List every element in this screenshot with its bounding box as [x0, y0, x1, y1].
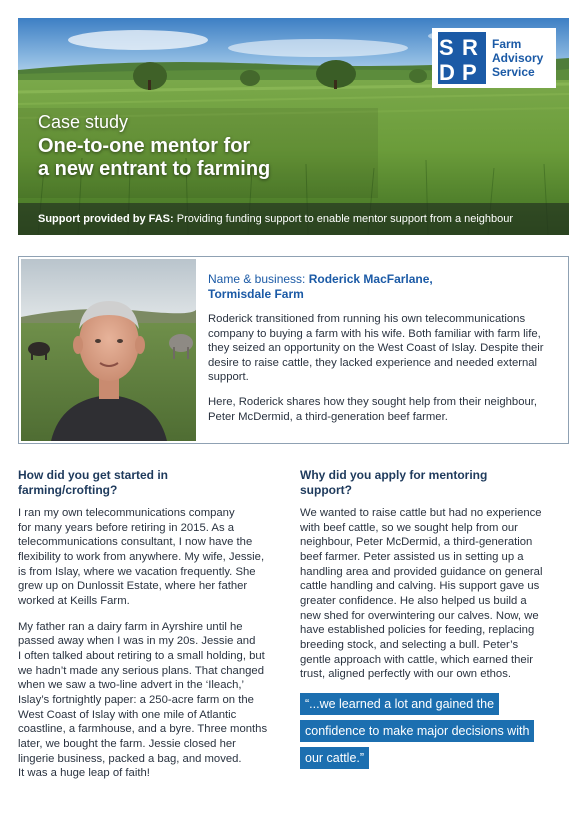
- page-title-line-1: One-to-one mentor for: [38, 135, 251, 157]
- text-line: we hadn’t made any serious plans. That changed: [18, 664, 264, 677]
- text-line: My father ran a dairy farm in Ayrshire until he: [18, 620, 243, 633]
- text-line: for many years before retiring in 2015. As a: [18, 521, 235, 534]
- text-line: It was a huge leap of faith!: [18, 767, 150, 780]
- text-line: telecommunications consultant, I now have the: [18, 536, 253, 549]
- text-line: West Coast of Islay with one mile of Atlantic: [18, 708, 237, 721]
- logo-letter-p: P: [462, 60, 477, 84]
- page-title-line-2: a new entrant to farming: [38, 158, 271, 180]
- text-line: is from Islay, where we vacation frequently. She: [18, 565, 256, 578]
- pull-quote: [300, 693, 566, 774]
- right-column: [300, 468, 566, 774]
- text-line: trust, aligned perfectly with our own ethos.: [300, 668, 511, 681]
- text-line: lingerie business, packed a bag, and moved.: [18, 752, 242, 765]
- text-line: neighbour, Peter McDermid, a third-generation: [300, 536, 533, 549]
- text-line: Islay’s fortnightly paper: a 250-acre farm on the: [18, 693, 254, 706]
- pull-quote-line-2: confidence to make major decisions with: [300, 720, 534, 742]
- logo-letter-s: S: [439, 35, 454, 60]
- name-line-1: [208, 272, 558, 287]
- right-heading-line-2: support?: [300, 483, 352, 497]
- left-paragraph-1: [18, 506, 284, 609]
- right-paragraph: [300, 506, 566, 682]
- logo-word-advisory: Advisory: [492, 51, 544, 65]
- text-line: cattle handling and calving. His support gave us: [300, 580, 540, 593]
- logo-word-service: Service: [492, 65, 535, 79]
- profile-intro: Roderick transitioned from running his own telecommunications company to buying a farm with his wife. Both familiar with farm life, they seized an opportunity on the West Coast of Islay. Despite their desire to raise cattle, they lacked experience and needed external support.: [208, 313, 544, 384]
- case-study-label: Case study: [38, 112, 129, 132]
- text-line: handling area and provided guidance on general: [300, 565, 543, 578]
- farmer-portrait-photo: [21, 259, 196, 441]
- logo-letter-d: D: [439, 60, 455, 84]
- support-banner: [18, 203, 569, 235]
- srdp-fas-logo: [432, 28, 556, 88]
- pull-quote-line-3: our cattle.”: [300, 747, 369, 769]
- profile-card: [18, 256, 569, 444]
- text-line: We wanted to raise cattle but had no experience: [300, 507, 542, 519]
- text-line: breeding stock, and selecting a bull. Peter’s: [300, 638, 519, 651]
- right-heading-line-1: Why did you apply for mentoring: [300, 468, 488, 482]
- pull-quote-line-1: “...we learned a lot and gained the: [300, 693, 499, 715]
- right-heading: [300, 468, 566, 498]
- srdp-logo-mark: [438, 32, 486, 84]
- hero-banner: [18, 18, 569, 235]
- text-line: greater confidence. He also helped us build a: [300, 594, 527, 607]
- left-column: [18, 468, 284, 792]
- text-line: passed away when I was in my 20s. Jessie and: [18, 635, 256, 648]
- text-line: gentle approach with cattle, which earned their: [300, 653, 533, 666]
- left-heading-line-1: How did you get started in: [18, 468, 169, 482]
- support-label: Support provided by FAS:: [38, 213, 174, 225]
- text-line: with beef cattle, so we sought help from our: [300, 521, 518, 534]
- business-name: Tormisdale Farm: [208, 287, 304, 301]
- left-heading-line-2: farming/crofting?: [18, 483, 118, 497]
- person-name: Roderick MacFarlane,: [308, 272, 433, 286]
- logo-letter-r: R: [462, 35, 478, 60]
- support-text: Providing funding support to enable mentor support from a neighbour: [173, 213, 514, 225]
- text-line: worked at Keills Farm.: [18, 594, 130, 607]
- page-title: [38, 135, 368, 181]
- logo-word-farm: Farm: [492, 37, 522, 51]
- text-line: when we saw a two-line advert in the ‘Ileach,’: [18, 679, 245, 692]
- text-line: I ran my own telecommunications company: [18, 507, 235, 519]
- name-business-label: Name & business:: [208, 272, 309, 286]
- profile-summary: Here, Roderick shares how they sought help from their neighbour, Peter McDermid, a third-generation beef farmer.: [208, 395, 538, 423]
- logo-wordmark: [492, 37, 543, 79]
- left-paragraph-2: [18, 620, 284, 781]
- text-line: have established policies for feeding, replacing: [300, 624, 535, 637]
- text-line: later, we bought the farm. Jessie closed her: [18, 737, 236, 750]
- text-line: coastline, a farmhouse, and a byre. Three months: [18, 723, 268, 736]
- text-line: grew up on Dunlossit Estate, where her father: [18, 580, 248, 593]
- text-line: beef farmer. Peter assisted us in setting up a: [300, 550, 524, 563]
- text-line: I often talked about retiring to a small holding, but: [18, 649, 265, 662]
- profile-text: [208, 272, 558, 434]
- left-heading: [18, 468, 284, 498]
- name-business: [208, 272, 558, 302]
- text-line: new shed for overwintering our calves. Now, we: [300, 609, 539, 622]
- text-line: flexibility to work from anywhere. My wife, Jessie,: [18, 550, 265, 563]
